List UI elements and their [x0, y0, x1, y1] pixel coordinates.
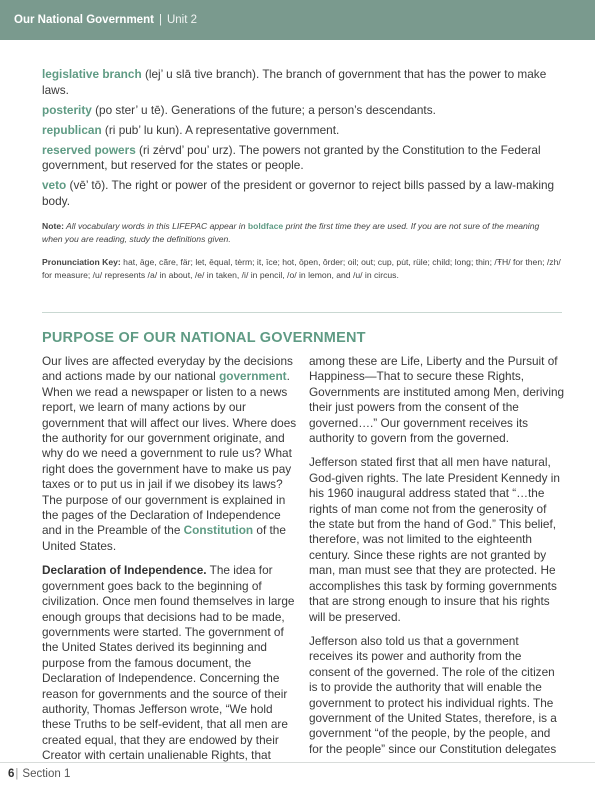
- note-boldface-word: boldface: [247, 221, 284, 231]
- body-paragraph: [42, 563, 300, 763]
- body-paragraph: [42, 354, 300, 554]
- note-text: All vocabulary words in this LIFEPAC appear in: [63, 221, 248, 231]
- pronunciation-text: hat, āge, cãre, fär; let, ēqual, tėrm; it, īce; hot, ōpen, ôrder; oil; out; cup, pu̇t, rüle; child; long; thin; /ŦH/ for then; /zh/ for measure; /u/ represents /a/ in about, /e/ in taken, /i/ in pencil, /o/ in lemon, and /u/ in circus.: [42, 257, 561, 280]
- page-number: 6: [8, 768, 15, 780]
- subheading: Declaration of Independence.: [42, 563, 207, 578]
- glossary-definition: (ri pub’ lu kun). A representative government.: [101, 122, 340, 137]
- body-paragraph: Jefferson also told us that a government receives its power and authority from the consent of the governed. The role of the citizen is to provide the authority that will enable the government to protect his individual rights. The government of the United States, therefore, is a government “of the people, by the people, and for the people” since our Constitution delegates: [309, 633, 557, 756]
- glossary-term: veto: [42, 178, 67, 192]
- glossary: [42, 67, 562, 214]
- page-footer: [8, 768, 70, 780]
- pronunciation-label: Pronunciation Key:: [42, 257, 121, 267]
- glossary-entry: [42, 143, 562, 174]
- glossary-entry: [42, 178, 562, 209]
- footer-divider: [0, 762, 595, 763]
- note-label: Note:: [42, 221, 64, 231]
- glossary-term: posterity: [42, 102, 92, 117]
- section-heading: PURPOSE OF OUR NATIONAL GOVERNMENT: [42, 330, 366, 346]
- body-text: Our lives are affected everyday by the decisions and actions made by our national: [42, 354, 293, 384]
- glossary-entry: [42, 123, 562, 139]
- body-text: . When we read a newspaper or listen to a news report, we learn of many actions by our government that will affect our lives. Where does the authority for our government originate, and why do we need a government to rule us? What right does the government have to make us pay taxes or to put us in jail if we disobey its laws? The purpose of our government is explained in the pages of the Declaration of Independence and in the Preamble of the: [42, 369, 297, 538]
- page-header: [0, 0, 595, 40]
- right-column: [309, 354, 565, 766]
- body-paragraph: Jefferson stated first that all men have natural, God-given rights. The late President Kennedy in his 1960 inaugural address stated that “…the rights of man come not from the generosity of the state but from the hand of God.” This belief, therefore, was not limited to the eighteenth century. Since these rights are not granted by man, man must see that they are protected. He accomplishes this task by forming governments that are strong enough to insure that his rights will be preserved.: [309, 455, 560, 624]
- left-column: [42, 354, 300, 773]
- glossary-entry: [42, 67, 562, 98]
- glossary-definition: (ri zėrvd’ pou’ urz). The powers not granted by the Constitution to the Federal government, but reserved for the states or people.: [42, 142, 541, 172]
- glossary-definition: (po ster’ u tē). Generations of the future; a person’s descendants.: [91, 102, 436, 117]
- glossary-term: republican: [42, 122, 102, 137]
- body-paragraph: among these are Life, Liberty and the Pursuit of Happiness—That to secure these Rights, Governments are instituted among Men, deriving their just powers from the consent of the governed….” Our government receives its authority to govern from the governed.: [309, 354, 565, 446]
- header-title: Our National Government: [14, 14, 154, 26]
- vocab-word: Constitution: [183, 523, 254, 538]
- glossary-term: legislative branch: [42, 67, 142, 81]
- note-text: print the first time they are used. If you are not sure of the meaning when you are reading, study the definitions given.: [42, 221, 540, 244]
- glossary-definition: (lej’ u slā tive branch). The branch of government that has the power to make laws.: [42, 67, 547, 97]
- glossary-term: reserved powers: [42, 142, 136, 157]
- header-separator: |: [158, 14, 162, 26]
- vocabulary-note: [42, 220, 562, 245]
- footer-section: Section 1: [22, 768, 71, 780]
- glossary-entry: [42, 103, 562, 119]
- glossary-definition: (vē’ tō). The right or power of the president or governor to reject bills passed by a law-making body.: [42, 178, 555, 208]
- body-text: The idea for government goes back to the beginning of civilization. Once men found themselves in large enough groups that decisions had to be made, governments were started. The government of the United States derived its beginning and purpose from the famous document, the Declaration of Independence. Concerning the reason for governments and the source of their authority, Thomas Jefferson wrote, “We hold these Truths to be self-evident, that all men are created equal, that they are endowed by their Creator with certain unalienable Rights, that: [42, 563, 295, 763]
- body-text: of the United States.: [42, 523, 286, 553]
- header-unit: Unit 2: [166, 14, 197, 26]
- footer-separator: |: [15, 768, 19, 780]
- vocab-word: government: [219, 369, 287, 384]
- section-divider: [42, 312, 562, 313]
- pronunciation-key: [42, 256, 562, 281]
